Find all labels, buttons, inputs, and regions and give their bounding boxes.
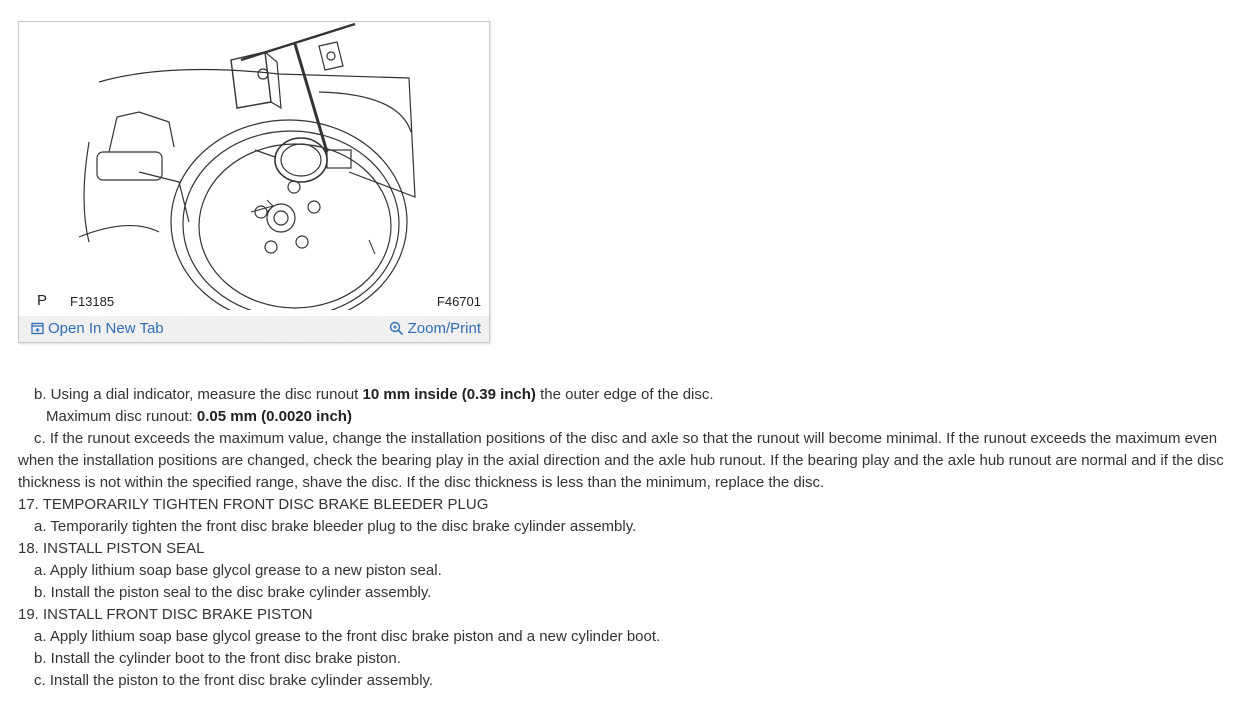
step-19-a: a. Apply lithium soap base glycol grease to the front disc brake piston and a new cylinder boot. (34, 628, 661, 645)
figure-code-left: F13185 (70, 294, 115, 309)
zoom-print-link[interactable] (389, 320, 481, 337)
step-b-text: b. Using a dial indicator, measure the disc runout (34, 386, 363, 403)
step-18-b: b. Install the piston seal to the disc brake cylinder assembly. (34, 584, 432, 601)
step-b (18, 384, 1238, 406)
procedure-text (18, 384, 1238, 692)
step-b-text-end: the outer edge of the disc. (535, 386, 714, 403)
step-19-c: c. Install the piston to the front disc brake cylinder assembly. (34, 672, 434, 689)
zoom-print-label: Zoom/Print (407, 320, 481, 337)
dial-indicator-disc-runout-illustration (19, 22, 489, 310)
step-17-title: 17. TEMPORARILY TIGHTEN FRONT DISC BRAKE BLEEDER PLUG (18, 496, 489, 513)
step-b-measurement: 10 mm inside (0.39 inch) (362, 386, 536, 403)
figure-panel (18, 21, 490, 343)
new-tab-icon (31, 322, 44, 335)
figure-prefix-code: P (37, 292, 48, 309)
step-18-a: a. Apply lithium soap base glycol grease to a new piston seal. (34, 562, 442, 579)
step-19-title: 19. INSTALL FRONT DISC BRAKE PISTON (18, 606, 313, 623)
figure-toolbar (19, 316, 489, 342)
step-17-a: a. Temporarily tighten the front disc brake bleeder plug to the disc brake cylinder assembly. (34, 518, 637, 535)
open-new-tab-label: Open In New Tab (48, 320, 164, 337)
step-c: c. If the runout exceeds the maximum value, change the installation positions of the disc and axle so that the runout will become minimal. If the runout exceeds the maximum even when the installation positions are changed, check the bearing play in the axial direction and the axle hub runout. If the bearing play and the axle hub runout are normal and if the disc thickness is not within the specified range, shave the disc. If the disc thickness is less than the minimum, replace the disc. (18, 430, 1224, 491)
figure-code-right: F46701 (436, 294, 481, 309)
step-18-title: 18. INSTALL PISTON SEAL (18, 540, 205, 557)
max-runout-value: 0.05 mm (0.0020 inch) (196, 408, 352, 425)
step-19-b: b. Install the cylinder boot to the front disc brake piston. (34, 650, 401, 667)
open-new-tab-link[interactable] (31, 320, 164, 337)
magnifier-icon (389, 321, 404, 336)
max-runout-spec (18, 406, 1238, 428)
max-runout-label: Maximum disc runout: (46, 408, 197, 425)
